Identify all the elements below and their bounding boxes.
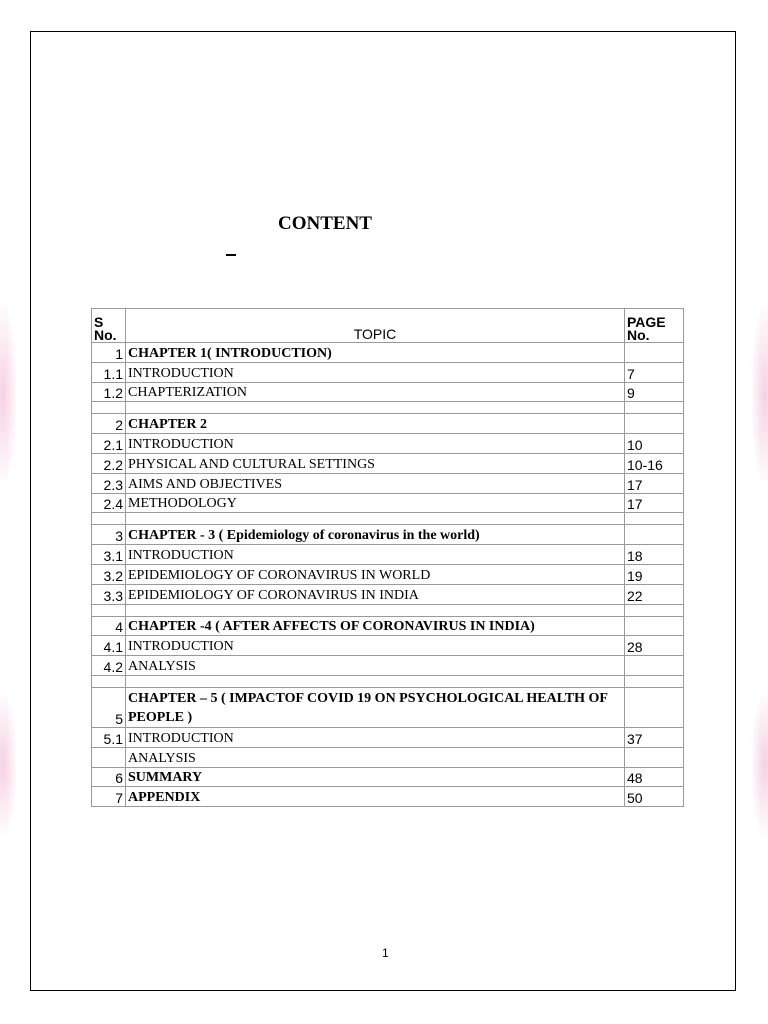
title-dash <box>226 254 236 256</box>
row-sno: 2.3 <box>92 473 126 493</box>
row-sno: 1.2 <box>92 382 126 402</box>
table-row <box>92 564 684 584</box>
row-page: 18 <box>625 545 684 565</box>
row-topic: INTRODUCTION <box>126 727 625 747</box>
row-topic <box>126 604 625 616</box>
row-page <box>625 687 684 727</box>
table-row <box>92 636 684 656</box>
table-row <box>92 434 684 454</box>
row-sno: 7 <box>92 787 126 807</box>
row-page: 19 <box>625 564 684 584</box>
table-row <box>92 414 684 434</box>
row-sno: 3.2 <box>92 564 126 584</box>
row-page: 10-16 <box>625 453 684 473</box>
row-topic: INTRODUCTION <box>126 434 625 454</box>
table-row <box>92 513 684 525</box>
row-page: 37 <box>625 727 684 747</box>
row-sno: 2 <box>92 414 126 434</box>
row-sno: 3 <box>92 525 126 545</box>
row-sno: 6 <box>92 767 126 787</box>
row-page <box>625 402 684 414</box>
table-row <box>92 727 684 747</box>
row-sno: 2.4 <box>92 493 126 513</box>
watermark-left-bottom <box>0 690 18 840</box>
table-row <box>92 493 684 513</box>
row-page <box>625 616 684 636</box>
row-topic: ANALYSIS <box>126 656 625 676</box>
row-topic: CHAPTER - 3 ( Epidemiology of coronavirus in the world) <box>126 525 625 545</box>
row-page: 9 <box>625 382 684 402</box>
table-row <box>92 616 684 636</box>
row-page <box>625 656 684 676</box>
row-topic <box>126 513 625 525</box>
page-title: CONTENT <box>278 213 372 234</box>
row-sno: 5 <box>92 687 126 727</box>
header-page: PAGE No. <box>625 309 684 343</box>
row-page <box>625 675 684 687</box>
table-row <box>92 382 684 402</box>
row-page: 22 <box>625 584 684 604</box>
row-topic: INTRODUCTION <box>126 362 625 382</box>
table-row <box>92 656 684 676</box>
row-page <box>625 525 684 545</box>
row-topic: EPIDEMIOLOGY OF CORONAVIRUS IN WORLD <box>126 564 625 584</box>
row-topic: APPENDIX <box>126 787 625 807</box>
row-page <box>625 604 684 616</box>
contents-table <box>91 308 684 807</box>
page-number: 1 <box>382 946 389 960</box>
table-row <box>92 473 684 493</box>
row-topic: EPIDEMIOLOGY OF CORONAVIRUS IN INDIA <box>126 584 625 604</box>
row-page <box>625 414 684 434</box>
row-sno: 3.3 <box>92 584 126 604</box>
table-row <box>92 604 684 616</box>
row-sno <box>92 675 126 687</box>
document-page <box>30 31 736 991</box>
row-page: 28 <box>625 636 684 656</box>
table-header-row <box>92 309 684 343</box>
row-topic: CHAPTER 1( INTRODUCTION) <box>126 343 625 363</box>
table-row <box>92 545 684 565</box>
row-page: 7 <box>625 362 684 382</box>
table-row <box>92 343 684 363</box>
row-topic: INTRODUCTION <box>126 636 625 656</box>
row-page: 50 <box>625 787 684 807</box>
table-row <box>92 584 684 604</box>
table-body <box>92 343 684 807</box>
row-topic: ANALYSIS <box>126 747 625 767</box>
table-row <box>92 687 684 727</box>
watermark-right-top <box>750 300 768 490</box>
row-topic: PHYSICAL AND CULTURAL SETTINGS <box>126 453 625 473</box>
table-row <box>92 767 684 787</box>
row-sno <box>92 747 126 767</box>
row-page <box>625 343 684 363</box>
row-topic: CHAPTER 2 <box>126 414 625 434</box>
header-topic: TOPIC <box>126 309 625 343</box>
row-topic: METHODOLOGY <box>126 493 625 513</box>
row-topic: AIMS AND OBJECTIVES <box>126 473 625 493</box>
row-topic: INTRODUCTION <box>126 545 625 565</box>
table-row <box>92 453 684 473</box>
row-topic <box>126 675 625 687</box>
table-row <box>92 362 684 382</box>
row-page: 48 <box>625 767 684 787</box>
row-sno <box>92 604 126 616</box>
table-row <box>92 675 684 687</box>
row-page: 17 <box>625 473 684 493</box>
watermark-left-top <box>0 300 18 490</box>
row-page: 10 <box>625 434 684 454</box>
row-topic: SUMMARY <box>126 767 625 787</box>
table-row <box>92 402 684 414</box>
row-topic: CHAPTERIZATION <box>126 382 625 402</box>
row-topic <box>126 402 625 414</box>
row-sno: 5.1 <box>92 727 126 747</box>
row-sno: 4 <box>92 616 126 636</box>
row-sno: 1 <box>92 343 126 363</box>
table-row <box>92 787 684 807</box>
row-sno: 2.1 <box>92 434 126 454</box>
row-sno: 4.2 <box>92 656 126 676</box>
row-sno <box>92 402 126 414</box>
table-row <box>92 525 684 545</box>
row-page: 17 <box>625 493 684 513</box>
row-sno: 1.1 <box>92 362 126 382</box>
row-topic: CHAPTER – 5 ( IMPACTOF COVID 19 ON PSYCHOLOGICAL HEALTH OF PEOPLE ) <box>126 687 625 727</box>
header-sno: S No. <box>92 309 126 343</box>
row-sno: 2.2 <box>92 453 126 473</box>
table-row <box>92 747 684 767</box>
watermark-right-bottom <box>750 690 768 840</box>
row-page <box>625 513 684 525</box>
row-sno: 3.1 <box>92 545 126 565</box>
row-sno <box>92 513 126 525</box>
row-topic: CHAPTER -4 ( AFTER AFFECTS OF CORONAVIRUS IN INDIA) <box>126 616 625 636</box>
row-page <box>625 747 684 767</box>
row-sno: 4.1 <box>92 636 126 656</box>
